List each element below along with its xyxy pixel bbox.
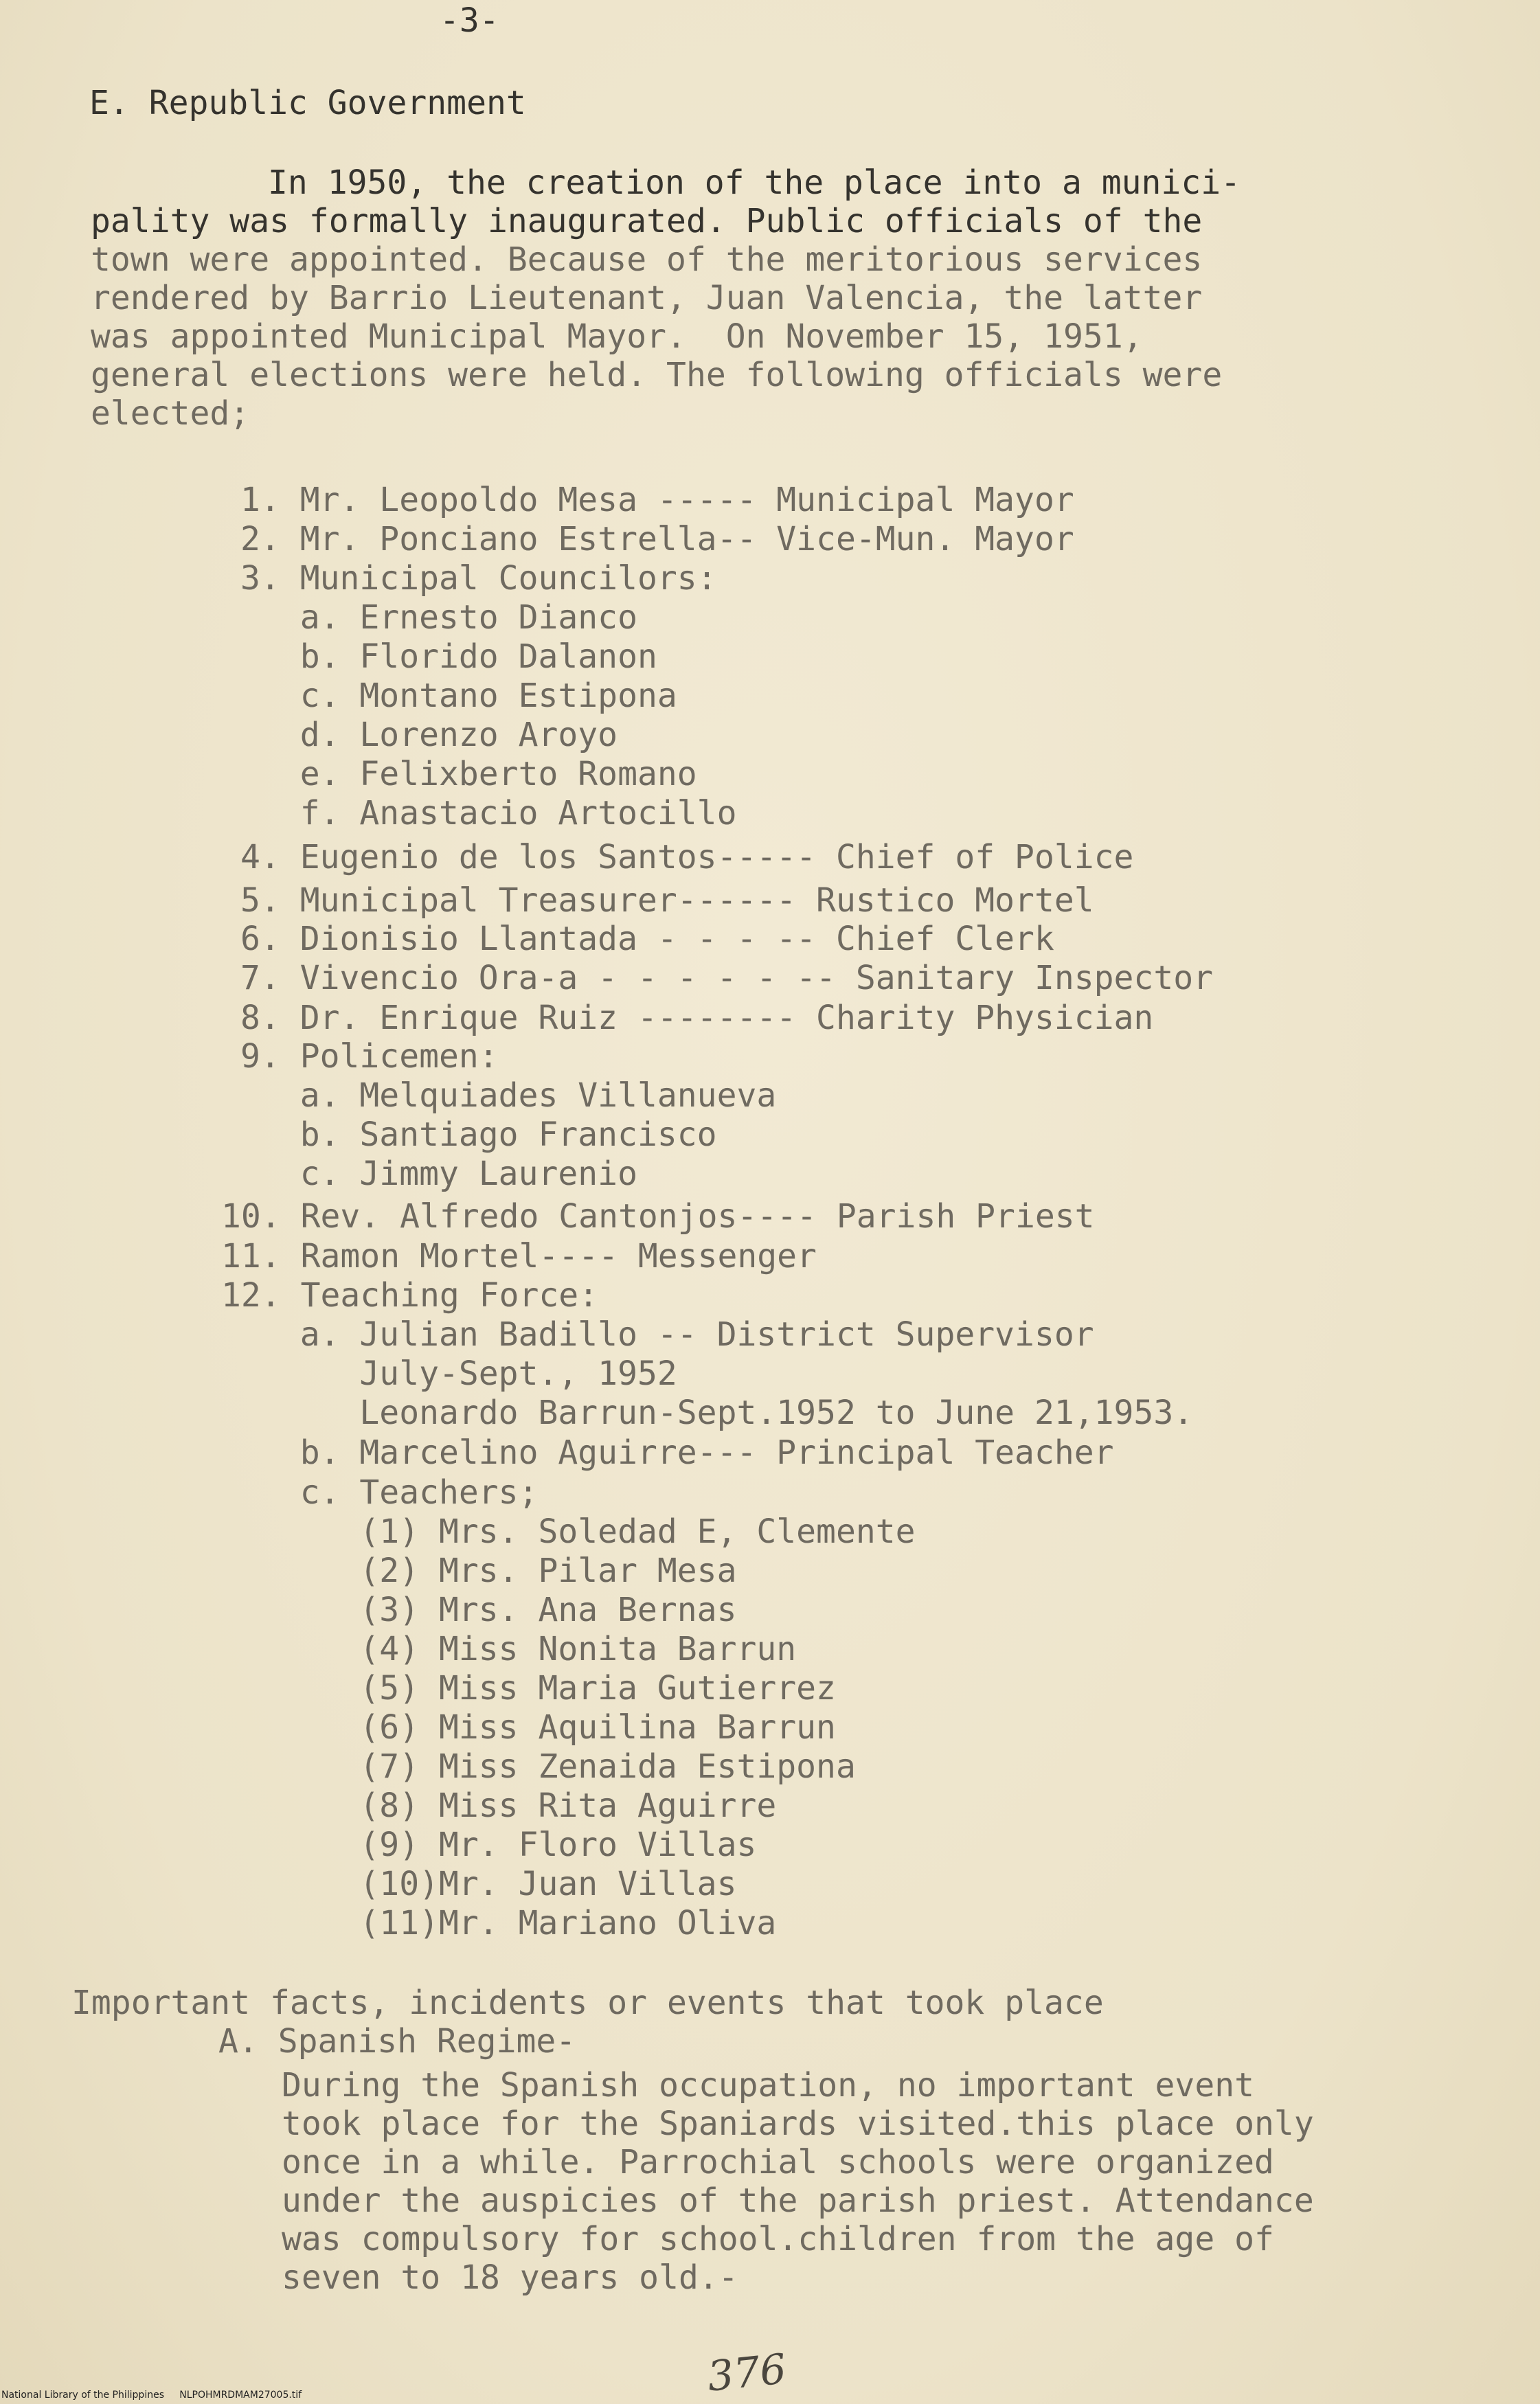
intro-line: pality was formally inaugurated. Public officials of the (91, 202, 1203, 240)
list-item: (11)Mr. Mariano Oliva (240, 1904, 777, 1942)
intro-line: elected; (91, 394, 250, 433)
intro-line: was appointed Municipal Mayor. On November 15, 1951, (91, 317, 1143, 356)
intro-line: town were appointed. Because of the meritorious services (91, 240, 1203, 279)
list-item: d. Lorenzo Aroyo (240, 716, 618, 754)
list-item: 8. Dr. Enrique Ruiz -------- Charity Physician (240, 999, 1154, 1037)
list-item: a. Melquiades Villanueva (240, 1076, 777, 1115)
list-item: b. Florido Dalanon (240, 637, 657, 676)
list-item: (4) Miss Nonita Barrun (240, 1630, 797, 1668)
list-item: (1) Mrs. Soledad E, Clemente (240, 1512, 916, 1551)
list-item: (6) Miss Aquilina Barrun (240, 1708, 836, 1747)
list-item: Leonardo Barrun-Sept.1952 to June 21,1953. (240, 1394, 1194, 1432)
intro-line: In 1950, the creation of the place into a munici- (268, 163, 1241, 202)
list-item: e. Felixberto Romano (240, 755, 697, 793)
list-item: 3. Municipal Councilors: (240, 559, 717, 598)
list-item: b. Santiago Francisco (240, 1115, 717, 1154)
list-item: a. Julian Badillo -- District Supervisor (240, 1315, 1094, 1354)
list-item: (2) Mrs. Pilar Mesa (240, 1552, 737, 1590)
list-item: 6. Dionisio Llantada - - - -- Chief Clerk (240, 920, 1054, 958)
list-item: (8) Miss Rita Aguirre (240, 1787, 777, 1825)
list-item: 11. Ramon Mortel---- Messenger (221, 1237, 817, 1275)
list-item: July-Sept., 1952 (240, 1354, 677, 1393)
list-item: 5. Municipal Treasurer------ Rustico Mortel (240, 881, 1094, 920)
list-item: b. Marcelino Aguirre--- Principal Teacher (240, 1433, 1114, 1472)
facts-line: seven to 18 years old.- (282, 2258, 738, 2297)
list-item: c. Jimmy Laurenio (240, 1155, 637, 1193)
list-item: (9) Mr. Floro Villas (240, 1826, 757, 1864)
list-item: 4. Eugenio de los Santos----- Chief of Police (240, 838, 1134, 876)
facts-line: was compulsory for school.children from the age of (282, 2220, 1274, 2258)
archive-footer: National Library of the Philippines NLPOHMRDMAM27005.tif (1, 2390, 302, 2401)
list-item: 7. Vivencio Ora-a - - - - - -- Sanitary Inspector (240, 959, 1214, 997)
list-item: c. Teachers; (240, 1473, 539, 1512)
list-item: (10)Mr. Juan Villas (240, 1865, 737, 1903)
facts-line: under the auspicies of the parish priest. Attendance (282, 2181, 1314, 2220)
list-item: 9. Policemen: (240, 1037, 499, 1076)
list-item: 12. Teaching Force: (221, 1276, 599, 1315)
intro-line: general elections were held. The following officials were (91, 356, 1223, 394)
facts-line: took place for the Spaniards visited.this place only (282, 2105, 1314, 2143)
list-item: 1. Mr. Leopoldo Mesa ----- Municipal Mayor (240, 481, 1074, 519)
list-item: (7) Miss Zenaida Estipona (240, 1747, 856, 1786)
facts-subheading: A. Spanish Regime- (218, 2022, 576, 2061)
list-item: (3) Mrs. Ana Bernas (240, 1591, 737, 1629)
section-title: E. Republic Government (89, 84, 526, 122)
facts-line: During the Spanish occupation, no important event (282, 2066, 1255, 2105)
list-item: 10. Rev. Alfredo Cantonjos---- Parish Priest (221, 1197, 1095, 1236)
list-item: c. Montano Estipona (240, 677, 677, 715)
facts-line: once in a while. Parrochial schools were organized (282, 2143, 1274, 2181)
list-item: 2. Mr. Ponciano Estrella-- Vice-Mun. Mayor (240, 520, 1074, 558)
intro-line: rendered by Barrio Lieutenant, Juan Valencia, the latter (91, 279, 1203, 317)
list-item: (5) Miss Maria Gutierrez (240, 1669, 836, 1708)
facts-heading: Important facts, incidents or events that took place (71, 1984, 1104, 2022)
handwritten-page-number: 376 (705, 2345, 789, 2401)
list-item: f. Anastacio Artocillo (240, 794, 737, 832)
list-item: a. Ernesto Dianco (240, 598, 637, 637)
page-number: -3- (440, 1, 499, 40)
